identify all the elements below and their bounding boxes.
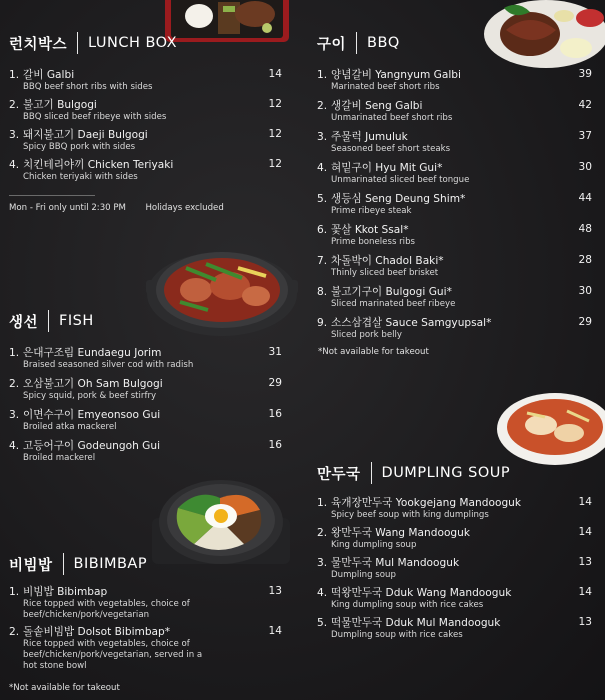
menu-item xyxy=(9,625,282,672)
section-title xyxy=(317,32,592,54)
item-name: 갈비 Galbi xyxy=(23,69,75,81)
item-name: 육개장만두국 Yookgejang Mandooguk xyxy=(331,497,522,509)
item-description: Braised seasoned silver cod with radish xyxy=(23,360,194,370)
section-title-korean: 생선 xyxy=(9,314,39,331)
item-number: 3. xyxy=(317,131,328,143)
item-name: 물만두국 Mul Mandooguk xyxy=(331,557,460,569)
item-number: 9. xyxy=(317,317,328,329)
item-number: 2. xyxy=(9,626,20,638)
menu-item xyxy=(317,223,592,248)
item-number: 4. xyxy=(317,162,328,174)
item-number: 1. xyxy=(9,586,20,598)
menu-item xyxy=(317,285,592,310)
item-price: 31 xyxy=(268,346,282,358)
dumpling-soup-section xyxy=(317,462,592,646)
section-title-korean: 비빔밥 xyxy=(9,557,53,574)
item-price: 12 xyxy=(268,98,282,110)
item-price: 12 xyxy=(268,128,282,140)
section-title-korean: 런치박스 xyxy=(9,36,68,53)
item-description: BBQ sliced beef ribeye with sides xyxy=(23,112,167,122)
title-divider xyxy=(48,310,49,332)
item-number: 4. xyxy=(9,159,20,171)
item-description: Rice topped with vegetables, choice of beef/chicken/pork/vegetarian xyxy=(23,599,190,620)
item-description: BBQ beef short ribs with sides xyxy=(23,82,153,92)
menu-item xyxy=(317,254,592,279)
menu-item xyxy=(317,130,592,155)
item-description: Seasoned beef short steaks xyxy=(331,144,451,154)
menu-item xyxy=(317,99,592,124)
menu-item xyxy=(317,526,592,551)
item-description: Dumpling soup xyxy=(331,570,396,580)
menu-item xyxy=(9,346,282,371)
item-name: 꽃살 Kkot Ssal* xyxy=(331,224,409,236)
item-description: King dumpling soup xyxy=(331,540,417,550)
dumpling-soup-bowl-photo xyxy=(497,391,605,465)
fish-section xyxy=(9,310,282,470)
menu-item xyxy=(9,158,282,183)
item-description: Spicy beef soup with king dumplings xyxy=(331,510,489,520)
menu-item xyxy=(9,585,282,621)
item-price: 30 xyxy=(578,161,592,173)
item-number: 3. xyxy=(317,557,328,569)
menu-item xyxy=(9,128,282,153)
item-number: 3. xyxy=(9,409,20,421)
item-description: Unmarinated beef short ribs xyxy=(331,113,453,123)
menu-item xyxy=(9,377,282,402)
title-divider xyxy=(356,32,357,54)
item-price: 39 xyxy=(578,68,592,80)
section-title xyxy=(9,553,282,575)
menu-item xyxy=(9,98,282,123)
title-divider xyxy=(63,553,64,575)
item-number: 2. xyxy=(9,99,20,111)
item-description: Unmarinated sliced beef tongue xyxy=(331,175,470,185)
item-description: Broiled mackerel xyxy=(23,453,96,463)
item-name: 생갈비 Seng Galbi xyxy=(331,100,423,112)
item-description: Chicken teriyaki with sides xyxy=(23,172,138,182)
item-description: King dumpling soup with rice cakes xyxy=(331,600,484,610)
divider-line xyxy=(9,195,95,196)
item-name: 불고기 Bulgogi xyxy=(23,99,97,111)
item-price: 14 xyxy=(578,526,592,538)
item-description: Thinly sliced beef brisket xyxy=(331,268,439,278)
item-name: 돌솥비빔밥 Dolsot Bibimbap* xyxy=(23,626,171,638)
item-price: 16 xyxy=(268,439,282,451)
item-description: Marinated beef short ribs xyxy=(331,82,440,92)
item-number: 7. xyxy=(317,255,328,267)
item-price: 42 xyxy=(578,99,592,111)
section-title-english: LUNCH BOX xyxy=(88,35,178,51)
menu-item xyxy=(317,586,592,611)
takeout-note: *Not available for takeout xyxy=(318,347,429,357)
item-number: 1. xyxy=(9,69,20,81)
item-description: Sliced pork belly xyxy=(331,330,402,340)
menu-item xyxy=(317,556,592,581)
bbq-section xyxy=(317,32,592,347)
title-divider xyxy=(77,32,78,54)
item-name: 돼지불고기 Daeji Bulgogi xyxy=(23,129,148,141)
item-description: Broiled atka mackerel xyxy=(23,422,117,432)
item-name: 생등심 Seng Deung Shim* xyxy=(331,193,466,205)
item-name: 혀밑구이 Hyu Mit Gui* xyxy=(331,162,443,174)
item-price: 14 xyxy=(268,68,282,80)
item-name: 차돌박이 Chadol Baki* xyxy=(331,255,444,267)
item-description: Dumpling soup with rice cakes xyxy=(331,630,463,640)
menu-item xyxy=(9,68,282,93)
item-name: 떡물만두국 Dduk Mul Mandooguk xyxy=(331,617,501,629)
section-title xyxy=(9,32,282,54)
menu-item xyxy=(317,316,592,341)
item-name: 이면수구이 Emyeonsoo Gui xyxy=(23,409,161,421)
section-title xyxy=(317,462,592,484)
item-number: 4. xyxy=(9,440,20,452)
section-title xyxy=(9,310,282,332)
menu-item xyxy=(9,408,282,433)
item-number: 6. xyxy=(317,224,328,236)
item-number: 2. xyxy=(317,527,328,539)
lunch-hours-text: Mon - Fri only until 2:30 PM xyxy=(9,203,126,213)
item-price: 30 xyxy=(578,285,592,297)
item-price: 13 xyxy=(578,556,592,568)
item-description: Spicy squid, pork & beef stirfry xyxy=(23,391,157,401)
item-number: 1. xyxy=(9,347,20,359)
item-description: Sliced marinated beef ribeye xyxy=(331,299,456,309)
menu-item xyxy=(317,68,592,93)
item-name: 은대구조림 Eundaegu Jorim xyxy=(23,347,162,359)
item-number: 2. xyxy=(9,378,20,390)
holidays-note: Holidays excluded xyxy=(145,203,224,213)
item-number: 1. xyxy=(317,497,328,509)
item-price: 14 xyxy=(578,496,592,508)
item-description: Prime ribeye steak xyxy=(331,206,412,216)
section-title-korean: 구이 xyxy=(317,36,347,53)
item-price: 13 xyxy=(578,616,592,628)
section-title-english: BBQ xyxy=(367,35,400,51)
item-name: 치킨테리야끼 Chicken Teriyaki xyxy=(23,159,174,171)
item-name: 오삼불고기 Oh Sam Bulgogi xyxy=(23,378,163,390)
item-number: 5. xyxy=(317,617,328,629)
item-number: 1. xyxy=(317,69,328,81)
item-price: 37 xyxy=(578,130,592,142)
menu-item xyxy=(9,439,282,464)
item-number: 3. xyxy=(9,129,20,141)
item-name: 불고기구이 Bulgogi Gui* xyxy=(331,286,452,298)
item-name: 비빔밥 Bibimbap xyxy=(23,586,108,598)
menu-item xyxy=(317,161,592,186)
section-title-english: BIBIMBAP xyxy=(73,556,148,572)
item-name: 양념갈비 Yangnyum Galbi xyxy=(331,69,461,81)
menu-item xyxy=(317,616,592,641)
item-price: 29 xyxy=(268,377,282,389)
item-price: 13 xyxy=(268,585,282,597)
takeout-note: *Not available for takeout xyxy=(9,683,120,693)
item-price: 12 xyxy=(268,158,282,170)
lunch-hours-note xyxy=(9,203,224,213)
item-price: 29 xyxy=(578,316,592,328)
lunch-box-section xyxy=(9,32,282,188)
item-number: 8. xyxy=(317,286,328,298)
item-name: 왕만두국 Wang Mandooguk xyxy=(331,527,471,539)
item-name: 고등어구이 Godeungoh Gui xyxy=(23,440,161,452)
bibimbap-section xyxy=(9,553,282,672)
section-title-english: FISH xyxy=(59,313,94,329)
item-price: 48 xyxy=(578,223,592,235)
item-number: 4. xyxy=(317,587,328,599)
item-description: Prime boneless ribs xyxy=(331,237,416,247)
item-name: 주물럭 Jumuluk xyxy=(331,131,408,143)
section-title-english: DUMPLING SOUP xyxy=(381,465,511,481)
item-price: 28 xyxy=(578,254,592,266)
menu-item xyxy=(317,496,592,521)
item-price: 44 xyxy=(578,192,592,204)
item-name: 소스삼겹살 Sauce Samgyupsal* xyxy=(331,317,492,329)
item-description: Rice topped with vegetables, choice of beef/chicken/pork/vegetarian, served in a hot stone bowl xyxy=(23,639,203,671)
item-number: 2. xyxy=(317,100,328,112)
item-price: 14 xyxy=(578,586,592,598)
item-price: 16 xyxy=(268,408,282,420)
item-description: Spicy BBQ pork with sides xyxy=(23,142,136,152)
title-divider xyxy=(371,462,372,484)
menu-item xyxy=(317,192,592,217)
item-name: 떡왕만두국 Dduk Wang Mandooguk xyxy=(331,587,512,599)
section-title-korean: 만두국 xyxy=(317,466,361,483)
item-price: 14 xyxy=(268,625,282,637)
item-number: 5. xyxy=(317,193,328,205)
